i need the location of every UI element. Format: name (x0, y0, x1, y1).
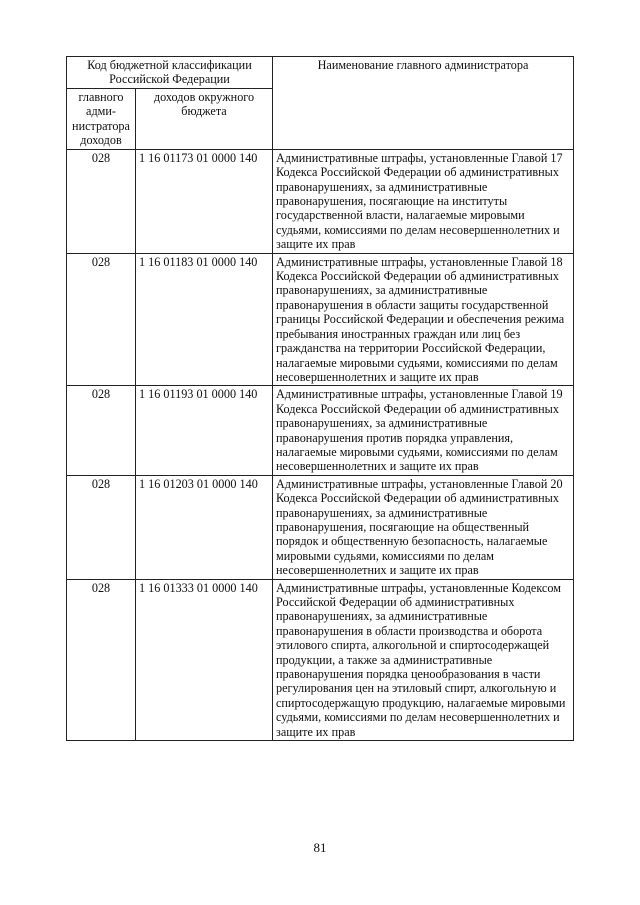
income-code-cell: 1 16 01193 01 0000 140 (136, 386, 273, 475)
admin-code-cell: 028 (67, 149, 136, 253)
income-code-cell: 1 16 01333 01 0000 140 (136, 579, 273, 740)
admin-name-cell: Административные штрафы, установленные Главой 19 Кодекса Российской Федерации об административных правонарушениях, за административные правонарушения против порядка управления, налагаемые мировыми судьями, комиссиями по делам несовершеннолетних и защите их прав (273, 386, 574, 475)
table-row (67, 253, 574, 386)
table-row (67, 386, 574, 475)
admin-code-cell: 028 (67, 253, 136, 386)
admin-name-cell: Административные штрафы, установленные Кодексом Российской Федерации об административных правонарушениях, за административные правонарушения в области производства и оборота этилового спирта, алкогольной и спиртосодержащей продукции, а также за административные правонарушения порядка ценообразования в части регулирования цен на этиловый спирт, алкогольную и спиртосодержащую продукцию, налагаемые мировыми судьями, комиссиями по делам несовершеннолетних и защите их прав (273, 579, 574, 740)
header-admin-name: Наименование главного администратора (273, 57, 574, 150)
income-code-cell: 1 16 01183 01 0000 140 (136, 253, 273, 386)
income-code-cell: 1 16 01173 01 0000 140 (136, 149, 273, 253)
admin-code-cell: 028 (67, 475, 136, 579)
admin-code-cell: 028 (67, 579, 136, 740)
table-row (67, 579, 574, 740)
table-row (67, 149, 574, 253)
admin-name-cell: Административные штрафы, установленные Главой 18 Кодекса Российской Федерации об административных правонарушениях, за административные правонарушения в области защиты государственной границы Российской Федерации и обеспечения режима пребывания иностранных граждан или лиц без гражданства на территории Российской Федерации, налагаемые мировыми судьями, комиссиями по делам несовершеннолетних и защите их прав (273, 253, 574, 386)
income-code-cell: 1 16 01203 01 0000 140 (136, 475, 273, 579)
header-district-income: доходов окружного бюджета (136, 88, 273, 149)
header-row-group (67, 57, 574, 89)
admin-code-cell: 028 (67, 386, 136, 475)
budget-classification-table (66, 56, 574, 741)
header-main-admin: главного адми-нистратора доходов (67, 88, 136, 149)
admin-name-cell: Административные штрафы, установленные Главой 20 Кодекса Российской Федерации об административных правонарушениях, за административные правонарушения, посягающие на общественный порядок и общественную безопасность, налагаемые мировыми судьями, комиссиями по делам несовершеннолетних и защите их прав (273, 475, 574, 579)
table-row (67, 475, 574, 579)
admin-name-cell: Административные штрафы, установленные Главой 17 Кодекса Российской Федерации об административных правонарушениях, за административные правонарушения, посягающие на институты государственной власти, налагаемые мировыми судьями, комиссиями по делам несовершеннолетних и защите их прав (273, 149, 574, 253)
header-budget-classification: Код бюджетной классификации Российской Федерации (67, 57, 273, 89)
page-number: 81 (313, 840, 327, 855)
